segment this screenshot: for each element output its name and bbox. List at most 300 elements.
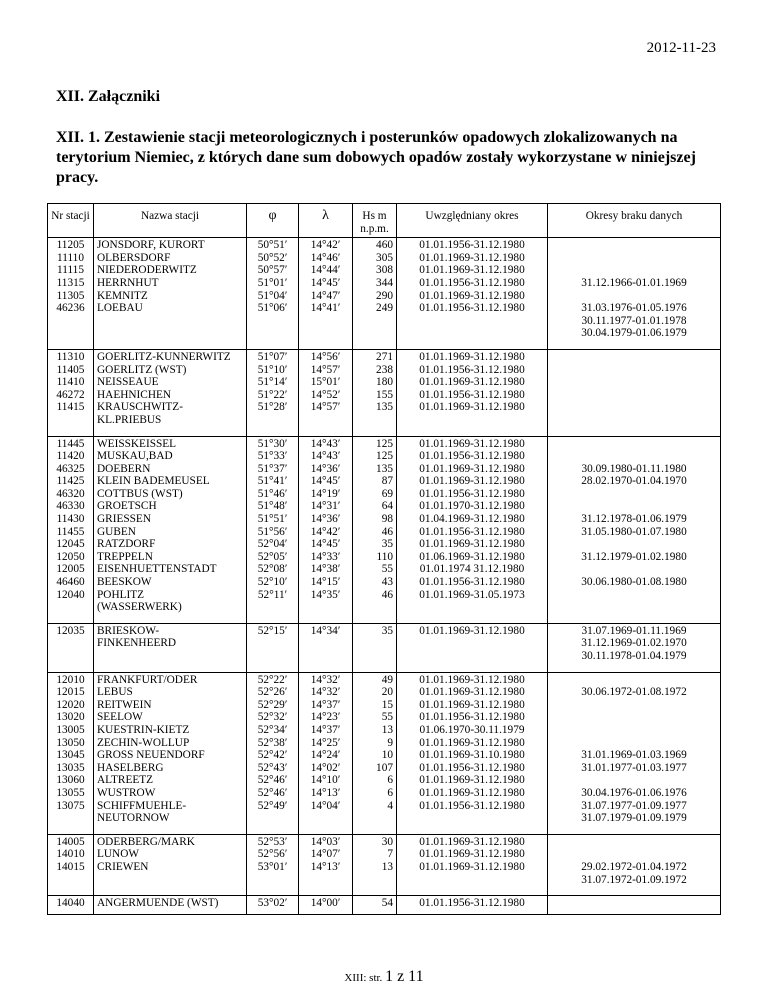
header-altitude: Hs m n.p.m. xyxy=(353,204,397,238)
period: 01.01.1969-31.12.1980 xyxy=(419,350,525,363)
station-name: GROETSCH xyxy=(97,500,157,513)
longitude: 14°41′ xyxy=(310,302,341,315)
period: 01.01.1956-31.12.1980 xyxy=(419,388,525,401)
missing-period xyxy=(551,848,717,861)
longitude: 14°02′ xyxy=(310,761,341,774)
missing-period-cell xyxy=(548,896,721,915)
period: 01.01.1956-31.12.1980 xyxy=(419,897,525,910)
altitude: 13 xyxy=(381,860,393,873)
missing-period xyxy=(551,252,717,265)
altitude: 43 xyxy=(381,576,393,589)
station-group xyxy=(48,238,721,350)
period: 01.01.1956-31.12.1980 xyxy=(419,711,525,724)
missing-period: 30.09.1980-01.11.1980 xyxy=(581,462,687,475)
altitude: 64 xyxy=(381,500,393,513)
missing-period xyxy=(551,711,717,724)
period: 01.01.1969-31.12.1980 xyxy=(419,538,525,551)
period: 01.01.1956-31.12.1980 xyxy=(419,302,525,315)
altitude: 46 xyxy=(381,588,393,601)
missing-period xyxy=(551,264,717,277)
station-number: 14015 xyxy=(56,860,85,873)
altitude-cell xyxy=(353,623,397,672)
station-number-cell xyxy=(48,623,94,672)
table-row xyxy=(48,238,721,350)
missing-period: 31.12.1969-01.02.1970 xyxy=(581,637,687,650)
period: 01.01.1956-31.12.1980 xyxy=(419,761,525,774)
missing-period xyxy=(551,450,717,463)
station-name: KRAUSCHWITZ- xyxy=(97,401,183,414)
station-number: 46330 xyxy=(56,500,85,513)
latitude: 52°22′ xyxy=(257,673,288,686)
station-name: GROSS NEUENDORF xyxy=(97,749,205,762)
station-name-cell xyxy=(94,349,247,436)
period: 01.01.1956-31.12.1980 xyxy=(419,525,525,538)
altitude: 54 xyxy=(381,897,393,910)
station-number: 11455 xyxy=(56,525,85,538)
latitude: 50°51′ xyxy=(257,239,288,252)
station-number: 13055 xyxy=(56,786,85,799)
missing-period-cell xyxy=(548,349,721,436)
longitude: 14°44′ xyxy=(310,264,341,277)
altitude: 238 xyxy=(376,363,393,376)
missing-period: 30.04.1976-01.06.1976 xyxy=(581,786,687,799)
longitude: 14°00′ xyxy=(310,897,341,910)
station-name: WEISSKEISSEL xyxy=(97,437,177,450)
period: 01.04.1969-31.12.1980 xyxy=(419,513,525,526)
station-number: 11205 xyxy=(56,239,85,252)
missing-period: 31.12.1979-01.02.1980 xyxy=(581,550,687,563)
altitude: 10 xyxy=(381,749,393,762)
station-number: 13045 xyxy=(56,749,85,762)
longitude-cell xyxy=(299,349,353,436)
latitude: 51°28′ xyxy=(257,401,288,414)
latitude: 51°46′ xyxy=(257,487,288,500)
longitude: 14°38′ xyxy=(310,563,341,576)
station-number: 13035 xyxy=(56,761,85,774)
period-cell xyxy=(397,896,548,915)
station-name: (WASSERWERK) xyxy=(97,601,182,614)
period: 01.01.1969-31.12.1980 xyxy=(419,437,525,450)
table-row xyxy=(48,436,721,623)
latitude: 51°01′ xyxy=(257,276,288,289)
period-cell xyxy=(397,349,548,436)
station-number-cell xyxy=(48,896,94,915)
period: 01.01.1969-31.12.1980 xyxy=(419,401,525,414)
longitude: 14°23′ xyxy=(310,711,341,724)
missing-period: 31.03.1976-01.05.1976 xyxy=(581,302,687,315)
missing-period: 30.11.1977-01.01.1978 xyxy=(581,314,687,327)
header-longitude: λ xyxy=(299,204,353,238)
period: 01.01.1969-31.12.1980 xyxy=(419,475,525,488)
longitude: 14°37′ xyxy=(310,698,341,711)
altitude: 69 xyxy=(381,487,393,500)
period: 01.01.1956-31.12.1980 xyxy=(419,487,525,500)
altitude-cell xyxy=(353,436,397,623)
latitude-cell xyxy=(247,436,299,623)
missing-period: 31.12.1978-01.06.1979 xyxy=(581,513,687,526)
period: 01.01.1969-31.12.1980 xyxy=(419,376,525,389)
missing-period: 31.12.1966-01.01.1969 xyxy=(581,276,687,289)
latitude: 51°04′ xyxy=(257,289,288,302)
station-number: 11430 xyxy=(56,513,85,526)
station-number: 11315 xyxy=(56,276,85,289)
missing-period-cell xyxy=(548,834,721,895)
station-name: NEUTORNOW xyxy=(97,812,170,825)
latitude: 52°26′ xyxy=(257,686,288,699)
altitude: 155 xyxy=(376,388,393,401)
period: 01.01.1956-31.12.1980 xyxy=(419,276,525,289)
station-name: NEISSEAUE xyxy=(97,376,159,389)
longitude: 14°45′ xyxy=(310,475,341,488)
latitude: 52°42′ xyxy=(257,749,288,762)
station-group xyxy=(48,436,721,623)
period: 01.01.1969-31.12.1980 xyxy=(419,786,525,799)
longitude: 14°52′ xyxy=(310,388,341,401)
station-name: BEESKOW xyxy=(97,576,152,589)
period: 01.01.1969-31.12.1980 xyxy=(419,624,525,637)
latitude: 51°14′ xyxy=(257,376,288,389)
altitude-cell xyxy=(353,896,397,915)
altitude: 308 xyxy=(376,264,393,277)
station-number: 13050 xyxy=(56,736,85,749)
altitude: 125 xyxy=(376,450,393,463)
station-name: SCHIFFMUEHLE- xyxy=(97,799,187,812)
latitude: 52°46′ xyxy=(257,786,288,799)
longitude: 14°33′ xyxy=(310,550,341,563)
altitude: 290 xyxy=(376,289,393,302)
station-number: 11305 xyxy=(56,289,85,302)
station-name-cell xyxy=(94,238,247,350)
longitude-cell xyxy=(299,436,353,623)
station-name: GRIESSEN xyxy=(97,513,151,526)
station-name: KEMNITZ xyxy=(97,289,148,302)
latitude: 52°46′ xyxy=(257,774,288,787)
missing-period xyxy=(551,438,717,451)
header-period: Uwzględniany okres xyxy=(397,204,548,238)
period: 01.01.1974 31.12.1980 xyxy=(419,563,525,576)
longitude: 14°31′ xyxy=(310,500,341,513)
period: 01.01.1956-31.12.1980 xyxy=(419,363,525,376)
page-footer xyxy=(0,968,768,986)
station-group xyxy=(48,672,721,834)
station-number: 12005 xyxy=(56,563,85,576)
station-number: 11445 xyxy=(56,437,85,450)
station-number: 11310 xyxy=(56,350,85,363)
period: 01.01.1969-31.12.1980 xyxy=(419,251,525,264)
latitude-cell xyxy=(247,349,299,436)
station-name: RATZDORF xyxy=(97,538,156,551)
station-name: LEBUS xyxy=(97,686,133,699)
table-caption: XII. 1. Zestawienie stacji meteorologicznych i posterunków opadowych zlokalizowanych na terytorium Niemiec, z których dane sum dobowych opadów zostały wykorzystane w niniejszej pracy. xyxy=(56,129,696,186)
period: 01.06.1970-30.11.1979 xyxy=(419,723,525,736)
longitude: 14°43′ xyxy=(310,437,341,450)
longitude: 14°45′ xyxy=(310,538,341,551)
longitude-cell xyxy=(299,672,353,834)
altitude: 98 xyxy=(381,513,393,526)
period: 01.01.1969-31.12.1980 xyxy=(419,736,525,749)
period: 01.01.1969-31.05.1973 xyxy=(419,588,525,601)
station-name: WUSTROW xyxy=(97,786,156,799)
altitude: 20 xyxy=(381,686,393,699)
station-name-cell xyxy=(94,623,247,672)
station-number: 11425 xyxy=(56,475,85,488)
missing-period xyxy=(551,500,717,513)
station-name: BRIESKOW- xyxy=(97,624,160,637)
station-number: 11410 xyxy=(56,376,85,389)
station-name: MUSKAU,BAD xyxy=(97,450,173,463)
altitude: 30 xyxy=(381,835,393,848)
altitude: 135 xyxy=(376,401,393,414)
station-number: 46320 xyxy=(56,487,85,500)
station-group xyxy=(48,623,721,672)
longitude: 14°10′ xyxy=(310,774,341,787)
station-name: KLEIN BADEMEUSEL xyxy=(97,475,210,488)
station-name-cell xyxy=(94,834,247,895)
missing-period: 31.01.1969-01.03.1969 xyxy=(581,749,687,762)
longitude: 14°25′ xyxy=(310,736,341,749)
longitude-cell xyxy=(299,238,353,350)
missing-period-cell xyxy=(548,238,721,350)
station-name: OLBERSDORF xyxy=(97,251,171,264)
longitude: 14°46′ xyxy=(310,251,341,264)
latitude-cell xyxy=(247,672,299,834)
latitude: 52°34′ xyxy=(257,723,288,736)
station-name: KUESTRIN-KIETZ xyxy=(97,723,190,736)
longitude: 14°57′ xyxy=(310,363,341,376)
station-number: 12035 xyxy=(56,624,85,637)
period: 01.01.1969-31.12.1980 xyxy=(419,673,525,686)
missing-period-cell xyxy=(548,436,721,623)
longitude: 14°35′ xyxy=(310,588,341,601)
missing-period xyxy=(551,724,717,737)
station-name-cell xyxy=(94,896,247,915)
longitude: 14°04′ xyxy=(310,799,341,812)
missing-period-cell xyxy=(548,672,721,834)
station-number: 12015 xyxy=(56,686,85,699)
altitude-cell xyxy=(353,349,397,436)
latitude: 52°38′ xyxy=(257,736,288,749)
latitude: 52°53′ xyxy=(257,835,288,848)
station-name: LUNOW xyxy=(97,848,140,861)
station-name: SEELOW xyxy=(97,711,143,724)
station-name: ALTREETZ xyxy=(97,774,154,787)
period: 01.01.1956-31.12.1980 xyxy=(419,799,525,812)
header-missing-periods: Okresy braku danych xyxy=(548,204,721,238)
longitude: 14°43′ xyxy=(310,450,341,463)
latitude: 52°10′ xyxy=(257,576,288,589)
altitude: 6 xyxy=(387,774,393,787)
latitude: 51°48′ xyxy=(257,500,288,513)
altitude: 460 xyxy=(376,239,393,252)
station-group xyxy=(48,349,721,436)
station-name-cell xyxy=(94,672,247,834)
altitude: 180 xyxy=(376,376,393,389)
latitude: 52°05′ xyxy=(257,550,288,563)
station-number: 13005 xyxy=(56,723,85,736)
missing-period xyxy=(551,488,717,501)
altitude: 271 xyxy=(376,350,393,363)
altitude: 55 xyxy=(381,711,393,724)
period: 01.01.1969-31.12.1980 xyxy=(419,774,525,787)
latitude: 51°41′ xyxy=(257,475,288,488)
period-cell xyxy=(397,672,548,834)
footer-prefix: XIII: str. xyxy=(344,972,383,984)
station-name: HAEHNICHEN xyxy=(97,388,172,401)
station-number: 12045 xyxy=(56,538,85,551)
station-name: GUBEN xyxy=(97,525,136,538)
latitude: 52°11′ xyxy=(257,588,288,601)
missing-period: 30.06.1980-01.08.1980 xyxy=(581,576,687,589)
station-name: COTTBUS (WST) xyxy=(97,487,183,500)
station-number: 13020 xyxy=(56,711,85,724)
longitude-cell xyxy=(299,623,353,672)
latitude: 52°49′ xyxy=(257,799,288,812)
period: 01.01.1969-31.12.1980 xyxy=(419,698,525,711)
latitude: 53°02′ xyxy=(257,897,288,910)
altitude: 6 xyxy=(387,786,393,799)
altitude: 344 xyxy=(376,276,393,289)
station-number: 46272 xyxy=(56,388,85,401)
longitude: 14°13′ xyxy=(310,786,341,799)
altitude: 249 xyxy=(376,302,393,315)
table-row xyxy=(48,834,721,895)
station-name: ODERBERG/MARK xyxy=(97,835,195,848)
longitude: 14°42′ xyxy=(310,525,341,538)
station-name: HERRNHUT xyxy=(97,276,159,289)
missing-period: 30.04.1979-01.06.1979 xyxy=(581,327,687,340)
latitude: 51°56′ xyxy=(257,525,288,538)
station-number: 46460 xyxy=(56,576,85,589)
missing-period: 29.02.1972-01.04.1972 xyxy=(581,860,687,873)
period: 01.01.1969-31.12.1980 xyxy=(419,686,525,699)
station-number-cell xyxy=(48,238,94,350)
latitude: 51°33′ xyxy=(257,450,288,463)
missing-period: 31.07.1972-01.09.1972 xyxy=(581,873,687,886)
header-station-number: Nr stacji xyxy=(48,204,94,238)
longitude: 14°56′ xyxy=(310,350,341,363)
table-row xyxy=(48,623,721,672)
latitude: 52°56′ xyxy=(257,848,288,861)
longitude: 14°36′ xyxy=(310,513,341,526)
station-name: FRANKFURT/ODER xyxy=(97,673,198,686)
station-name: REITWEIN xyxy=(97,698,152,711)
missing-period xyxy=(551,563,717,576)
altitude: 35 xyxy=(381,624,393,637)
station-number: 11115 xyxy=(57,264,84,277)
station-name: LOEBAU xyxy=(97,302,143,315)
period: 01.01.1969-31.12.1980 xyxy=(419,264,525,277)
latitude-cell xyxy=(247,623,299,672)
longitude: 14°45′ xyxy=(310,276,341,289)
latitude: 52°29′ xyxy=(257,698,288,711)
missing-period: 30.11.1978-01.04.1979 xyxy=(581,650,687,662)
longitude-cell xyxy=(299,896,353,915)
altitude: 135 xyxy=(376,462,393,475)
altitude: 9 xyxy=(387,736,393,749)
station-number: 14005 xyxy=(56,835,85,848)
table-row xyxy=(48,896,721,915)
longitude: 14°19′ xyxy=(310,487,341,500)
station-number-cell xyxy=(48,349,94,436)
missing-period xyxy=(551,538,717,551)
station-number: 46236 xyxy=(56,302,85,315)
period: 01.01.1956-31.12.1980 xyxy=(419,239,525,252)
station-number: 46325 xyxy=(56,462,85,475)
station-name: GOERLITZ-KUNNERWITZ xyxy=(97,350,231,363)
period: 01.01.1956-31.12.1980 xyxy=(419,450,525,463)
missing-period xyxy=(551,290,717,303)
missing-period: 31.07.1979-01.09.1979 xyxy=(581,812,687,825)
missing-period xyxy=(551,836,717,849)
latitude: 51°51′ xyxy=(257,513,288,526)
latitude: 51°10′ xyxy=(257,363,288,376)
altitude-cell xyxy=(353,238,397,350)
station-name: DOEBERN xyxy=(97,462,151,475)
period: 01.01.1969-31.12.1980 xyxy=(419,289,525,302)
station-name: ZECHIN-WOLLUP xyxy=(97,736,190,749)
altitude: 110 xyxy=(376,550,393,563)
period-cell xyxy=(397,623,548,672)
period: 01.01.1969-31.12.1980 xyxy=(419,462,525,475)
station-name-cell xyxy=(94,436,247,623)
period: 01.01.1969-31.12.1980 xyxy=(419,860,525,873)
station-name: ANGERMUENDE (WST) xyxy=(97,897,219,910)
station-group xyxy=(48,834,721,895)
missing-period: 31.01.1977-01.03.1977 xyxy=(581,761,687,774)
latitude: 51°30′ xyxy=(257,437,288,450)
longitude: 14°32′ xyxy=(310,673,341,686)
station-number: 13075 xyxy=(56,799,85,812)
period-cell xyxy=(397,834,548,895)
station-name: KL.PRIEBUS xyxy=(97,413,162,426)
station-number: 11420 xyxy=(56,450,85,463)
station-name: TREPPELN xyxy=(97,550,153,563)
latitude: 51°07′ xyxy=(257,350,288,363)
altitude: 15 xyxy=(381,698,393,711)
latitude: 52°04′ xyxy=(257,538,288,551)
header-latitude: φ xyxy=(247,204,299,238)
latitude: 52°15′ xyxy=(257,624,288,637)
longitude: 14°15′ xyxy=(310,576,341,589)
station-number: 11415 xyxy=(56,401,85,414)
period: 01.01.1956-31.12.1980 xyxy=(419,576,525,589)
altitude: 13 xyxy=(381,723,393,736)
altitude: 46 xyxy=(381,525,393,538)
longitude: 14°32′ xyxy=(310,686,341,699)
station-number: 12010 xyxy=(56,673,85,686)
latitude-cell xyxy=(247,834,299,895)
longitude-cell xyxy=(299,834,353,895)
period: 01.01.1969-31.12.1980 xyxy=(419,848,525,861)
longitude: 14°42′ xyxy=(310,239,341,252)
missing-period xyxy=(551,699,717,712)
table-row xyxy=(48,672,721,834)
period: 01.01.1970-31.12.1980 xyxy=(419,500,525,513)
latitude: 50°52′ xyxy=(257,251,288,264)
missing-period: 31.07.1969-01.11.1969 xyxy=(581,624,687,637)
longitude: 14°03′ xyxy=(310,835,341,848)
station-number: 11110 xyxy=(57,251,84,264)
longitude: 14°07′ xyxy=(310,848,341,861)
missing-period: 31.07.1977-01.09.1977 xyxy=(581,799,687,812)
header-station-name: Nazwa stacji xyxy=(94,204,247,238)
station-number: 13060 xyxy=(56,774,85,787)
missing-period: 28.02.1970-01.04.1970 xyxy=(581,475,687,488)
station-name: HASELBERG xyxy=(97,761,164,774)
latitude: 53°01′ xyxy=(257,860,288,873)
longitude: 14°37′ xyxy=(310,723,341,736)
station-group xyxy=(48,896,721,915)
